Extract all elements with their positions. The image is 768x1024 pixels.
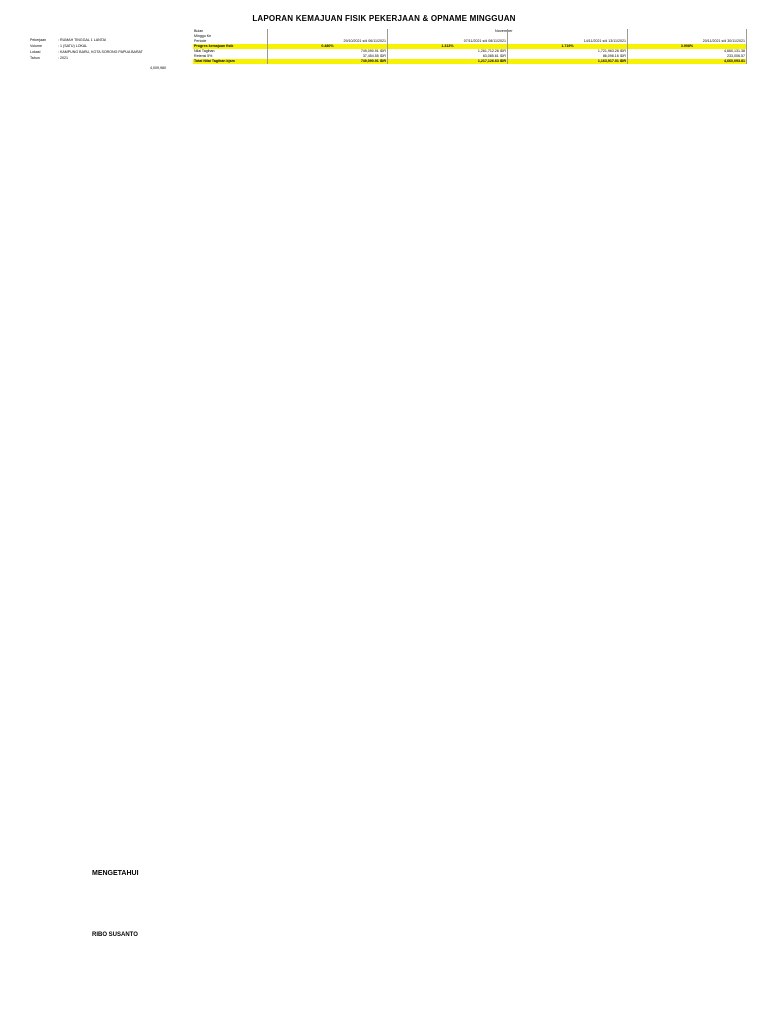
summary-label: Progres kemajuan fisik bbox=[193, 44, 268, 49]
summary-cell: 63,085.61 IDR bbox=[388, 54, 508, 59]
info-key: Pekerjaan bbox=[30, 38, 47, 42]
summary-cell: 1,217,126.63 IDR bbox=[388, 59, 508, 64]
summary-cell: 29/10/2021 s/d 06/11/2021 bbox=[268, 39, 388, 44]
summary-row bbox=[193, 59, 747, 64]
summary-cell: 0.480% bbox=[268, 44, 388, 49]
summary-cell: 07/11/2021 s/d 08/11/2021 bbox=[388, 39, 508, 44]
report-title: LAPORAN KEMAJUAN FISIK PEKERJAAN & OPNAME MINGGUAN bbox=[252, 14, 516, 23]
info-key: Tahun bbox=[30, 56, 40, 60]
summary-label: Retensi 5% bbox=[193, 54, 268, 59]
summary-label: Minggu Ke bbox=[193, 34, 268, 39]
summary-cell: 1.313% bbox=[388, 44, 508, 49]
summary-label: Nilai Tagihan bbox=[193, 49, 268, 54]
summary-cell: 1.719% bbox=[508, 44, 628, 49]
summary-label: Total Nilai Tagihan bjsm bbox=[193, 59, 268, 64]
info-value: : KAMPUNG BARU, KOTA SORONG PAPUA BARAT bbox=[58, 50, 143, 54]
info-value: : 2021 bbox=[58, 56, 68, 60]
progress-summary bbox=[193, 29, 747, 64]
month-label: November bbox=[495, 29, 513, 33]
summary-cell: 1,163,917.01 IDR bbox=[508, 59, 628, 64]
summary-cell: 86,098.16 IDR bbox=[508, 54, 628, 59]
contract-total: 4,009,980 bbox=[150, 66, 166, 70]
info-row bbox=[30, 55, 208, 61]
summary-cell: 4,660,131.38 bbox=[628, 49, 747, 54]
info-key: Lokasi bbox=[30, 50, 41, 54]
summary-cell: 749,090.91 IDR bbox=[268, 49, 388, 54]
info-value: : 1 (SATU) LOKAL bbox=[58, 44, 88, 48]
info-key: Volume bbox=[30, 44, 42, 48]
summary-cell: 1,721,963.26 IDR bbox=[508, 49, 628, 54]
summary-cell: 14/11/2021 s/d 13/11/2021 bbox=[508, 39, 628, 44]
summary-label: Bulan bbox=[193, 29, 268, 34]
summary-cell: 37,454.55 IDR bbox=[268, 54, 388, 59]
project-info bbox=[30, 37, 208, 61]
summary-cell: 3.908% bbox=[628, 44, 747, 49]
summary-label: Periode bbox=[193, 39, 268, 44]
summary-cell: 4,660,093.81 bbox=[628, 59, 747, 64]
signature-heading: MENGETAHUI bbox=[92, 870, 139, 877]
summary-cell: 749,090.91 IDR bbox=[268, 59, 388, 64]
info-value: : RUMAH TINGGAL 1 LANTAI bbox=[58, 38, 107, 42]
summary-cell: 233,006.57 bbox=[628, 54, 747, 59]
signatory-name: RIBO SUSANTO bbox=[92, 932, 138, 938]
summary-cell: 1,261,712.26 IDR bbox=[388, 49, 508, 54]
summary-cell: 20/11/2021 s/d 30/11/2021 bbox=[628, 39, 747, 44]
